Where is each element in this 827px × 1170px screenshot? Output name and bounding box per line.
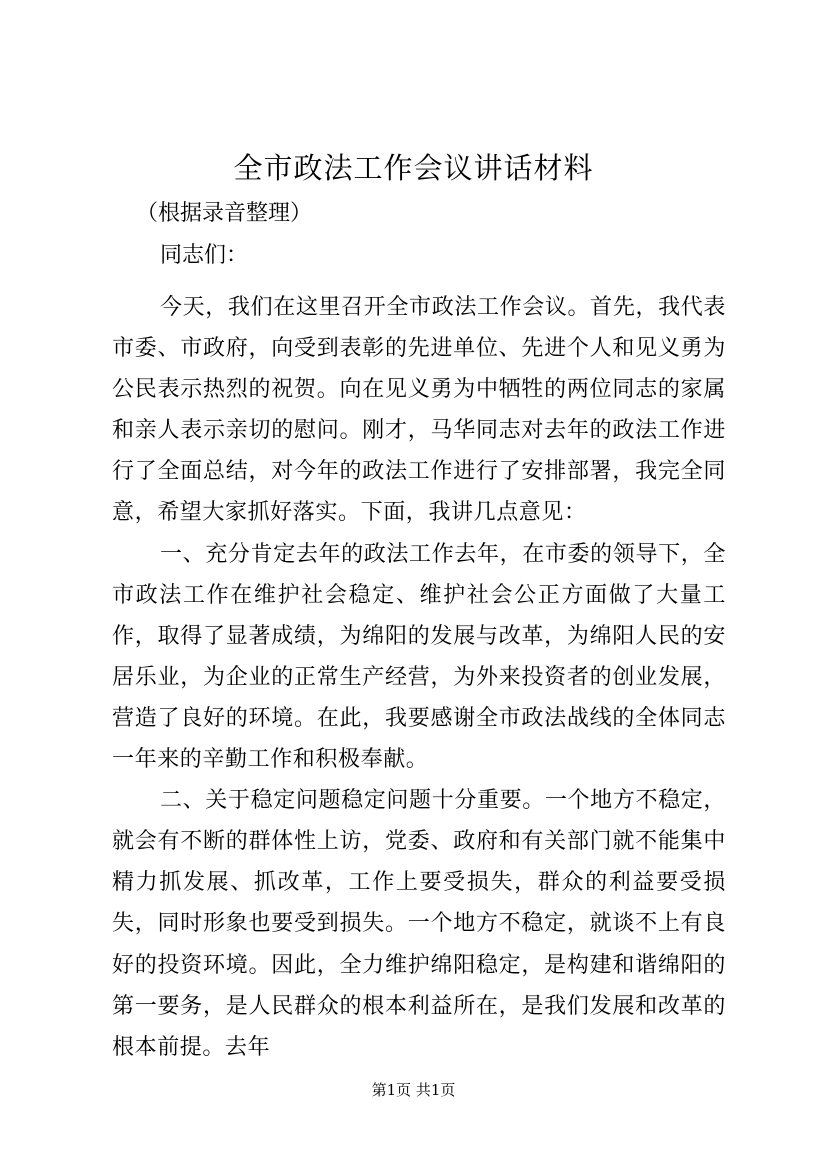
page-footer: 第1页 共1页 <box>371 1081 456 1099</box>
paragraph-opening: 今天，我们在这里召开全市政法工作会议。首先，我代表市委、市政府，向受到表彰的先进单位、先进个人和见义勇为公民表示热烈的祝贺。向在见义勇为中牺牲的两位同志的家属和亲人表示亲切的慰问。刚才，马华同志对去年的政法工作进行了全面总结，对今年的政法工作进行了安排部署，我完全同意，希望大家抓好落实。下面，我讲几点意见： <box>112 295 726 526</box>
paragraph-section-one: 一、充分肯定去年的政法工作去年，在市委的领导下，全市政法工作在维护社会稳定、维护社会公正方面做了大量工作，取得了显著成绩，为绵阳的发展与改革，为绵阳人民的安居乐业，为企业的正常生产经营，为外来投资者的创业发展，营造了良好的环境。在此，我要感谢全市政法战线的全体同志一年来的辛勤工作和积极奉献。 <box>112 541 726 773</box>
salutation: 同志们： <box>160 243 249 268</box>
document-title: 全市政法工作会议讲话材料 <box>233 151 594 185</box>
document-body <box>112 287 726 1068</box>
paragraph-section-two: 二、关于稳定问题稳定问题十分重要。一个地方不稳定，就会有不断的群体性上访，党委、政府和有关部门就不能集中精力抓发展、抓改革，工作上要受损失，群众的利益要受损失，同时形象也要受到损失。一个地方不稳定，就谈不上有良好的投资环境。因此，全力维护绵阳稳定，是构建和谐绵阳的第一要务，是人民群众的根本利益所在，是我们发展和改革的根本前提。去年 <box>112 788 726 1060</box>
document-subtitle: （根据录音整理） <box>136 201 313 226</box>
